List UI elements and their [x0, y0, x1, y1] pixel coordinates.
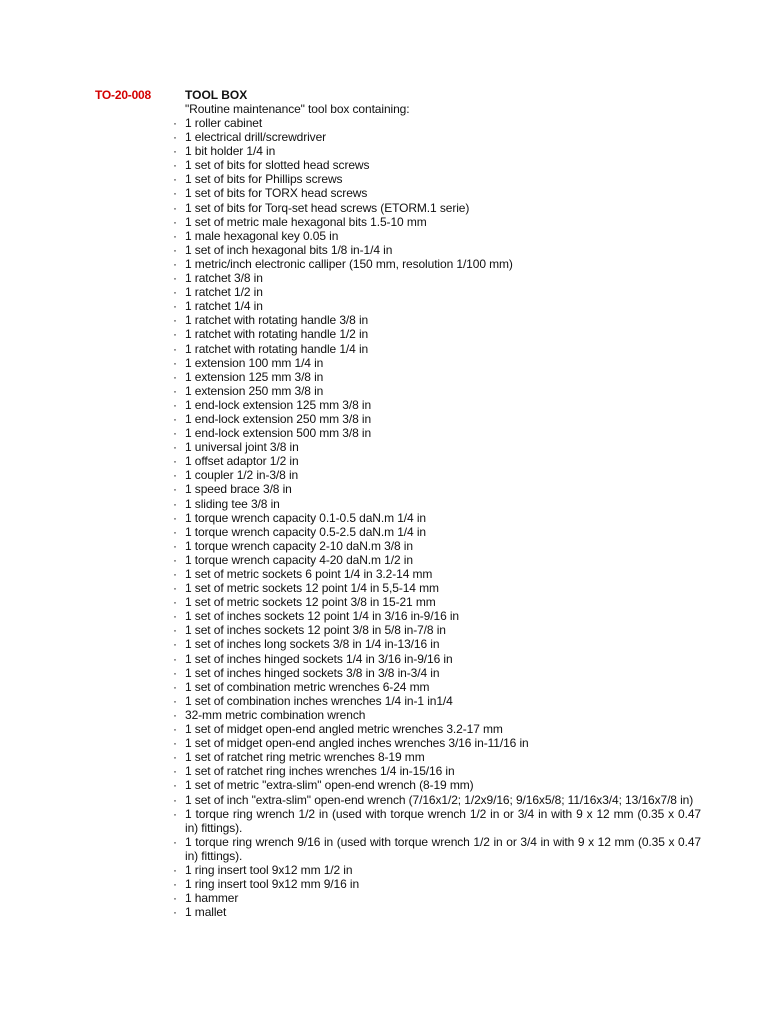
- list-item: [173, 807, 701, 835]
- list-item-text: 1 torque ring wrench 9/16 in (used with torque wrench 1/2 in or 3/4 in with 9 x 12 mm (0.35 x 0.47 in) fittings).: [185, 834, 701, 863]
- list-item-text: 1 set of midget open-end angled inches wrenches 3/16 in-11/16 in: [185, 736, 529, 751]
- list-item: [173, 736, 701, 750]
- list-item: [173, 609, 701, 623]
- list-item: [173, 454, 701, 468]
- list-item-text: 1 mallet: [185, 905, 227, 920]
- reference-code: TO-20-008: [95, 88, 152, 102]
- bullet-icon: ·: [173, 877, 177, 892]
- list-item-text: 1 set of inch hexagonal bits 1/8 in-1/4 in: [185, 242, 393, 257]
- list-item: [173, 426, 701, 440]
- bullet-icon: ·: [173, 256, 177, 271]
- list-item: [173, 793, 701, 807]
- list-item: [173, 468, 701, 482]
- bullet-icon: ·: [173, 313, 177, 328]
- list-item-text: 1 torque wrench capacity 0.1-0.5 daN.m 1/4 in: [185, 510, 426, 525]
- list-item-text: 1 torque wrench capacity 2-10 daN.m 3/8 in: [185, 538, 413, 553]
- bullet-icon: ·: [173, 130, 177, 145]
- bullet-icon: ·: [173, 693, 177, 708]
- list-item-text: 1 set of metric sockets 6 point 1/4 in 3.2-14 mm: [185, 567, 433, 581]
- list-item-text: 1 end-lock extension 250 mm 3/8 in: [185, 411, 372, 426]
- list-item: [173, 623, 701, 637]
- list-item-text: 1 ring insert tool 9x12 mm 9/16 in: [185, 877, 360, 892]
- bullet-icon: ·: [173, 510, 177, 525]
- bullet-icon: ·: [173, 454, 177, 469]
- bullet-icon: ·: [173, 440, 177, 455]
- list-item-text: 32-mm metric combination wrench: [185, 707, 366, 722]
- bullet-icon: ·: [173, 707, 177, 722]
- list-item: [173, 257, 701, 271]
- list-item: [173, 144, 701, 158]
- list-item-text: 1 electrical drill/screwdriver: [185, 130, 327, 145]
- list-item-text: 1 set of metric sockets 12 point 1/4 in 5,5-14 mm: [185, 581, 439, 596]
- list-item: [173, 497, 701, 511]
- list-item-text: 1 ratchet 1/4 in: [185, 299, 263, 314]
- bullet-icon: ·: [173, 482, 177, 497]
- list-item-text: 1 set of ratchet ring metric wrenches 8-19 mm: [185, 750, 425, 765]
- bullet-icon: ·: [173, 341, 177, 356]
- bullet-icon: ·: [173, 623, 177, 638]
- bullet-icon: ·: [173, 200, 177, 215]
- list-item-text: 1 set of inches sockets 12 point 3/8 in 5/8 in-7/8 in: [185, 623, 446, 638]
- bullet-icon: ·: [173, 679, 177, 694]
- bullet-icon: ·: [173, 397, 177, 412]
- bullet-icon: ·: [173, 172, 177, 187]
- list-item: [173, 694, 701, 708]
- list-item: [173, 778, 701, 792]
- bullet-icon: ·: [173, 792, 177, 807]
- bullet-icon: ·: [173, 383, 177, 398]
- bullet-icon: ·: [173, 214, 177, 229]
- section-title: TOOL BOX: [185, 88, 248, 102]
- list-item-text: 1 ratchet 3/8 in: [185, 271, 263, 286]
- bullet-icon: ·: [173, 764, 177, 779]
- list-item: [173, 835, 701, 863]
- list-item-text: 1 set of bits for Phillips screws: [185, 172, 343, 187]
- bullet-icon: ·: [173, 468, 177, 483]
- list-item-text: 1 ring insert tool 9x12 mm 1/2 in: [185, 862, 353, 877]
- list-item: [173, 271, 701, 285]
- list-item: [173, 764, 701, 778]
- list-item-text: 1 set of inch "extra-slim" open-end wrench (7/16x1/2; 1/2x9/16; 9/16x5/8; 11/16x3/4; 13/16x7/8 in): [185, 792, 694, 807]
- tool-list: [173, 116, 701, 919]
- list-item-text: 1 extension 250 mm 3/8 in: [185, 383, 324, 398]
- list-item-text: 1 speed brace 3/8 in: [185, 482, 292, 497]
- list-item-text: 1 set of midget open-end angled metric wrenches 3.2-17 mm: [185, 722, 503, 737]
- list-item-text: 1 ratchet with rotating handle 1/2 in: [185, 327, 369, 342]
- list-item: [173, 285, 701, 299]
- bullet-icon: ·: [173, 524, 177, 539]
- list-item-text: 1 torque wrench capacity 0.5-2.5 daN.m 1/4 in: [185, 524, 426, 539]
- list-item-text: 1 offset adaptor 1/2 in: [185, 454, 299, 469]
- bullet-icon: ·: [173, 285, 177, 300]
- list-item-text: 1 end-lock extension 125 mm 3/8 in: [185, 397, 372, 412]
- bullet-icon: ·: [173, 355, 177, 370]
- list-item-text: 1 set of inches hinged sockets 1/4 in 3/16 in-9/16 in: [185, 651, 453, 666]
- bullet-icon: ·: [173, 538, 177, 553]
- list-item: [173, 158, 701, 172]
- bullet-icon: ·: [173, 905, 177, 920]
- list-item-text: 1 metric/inch electronic calliper (150 mm, resolution 1/100 mm): [185, 256, 513, 271]
- list-item: [173, 313, 701, 327]
- bullet-icon: ·: [173, 327, 177, 342]
- tool-list-section: [173, 88, 701, 919]
- intro-text: "Routine maintenance" tool box containing:: [185, 102, 410, 116]
- list-item-text: 1 set of inches long sockets 3/8 in 1/4 in-13/16 in: [185, 637, 440, 652]
- list-item: [173, 652, 701, 666]
- list-item-text: 1 sliding tee 3/8 in: [185, 496, 280, 511]
- list-item-text: 1 torque ring wrench 1/2 in (used with torque wrench 1/2 in or 3/4 in with 9 x 12 mm (0.35 x 0.47 in) fittings).: [185, 806, 701, 835]
- bullet-icon: ·: [173, 806, 177, 821]
- list-item-text: 1 ratchet 1/2 in: [185, 285, 263, 300]
- list-item: [173, 750, 701, 764]
- list-item: [173, 891, 701, 905]
- bullet-icon: ·: [173, 862, 177, 877]
- list-item: [173, 398, 701, 412]
- list-item: [173, 116, 701, 130]
- list-item-text: 1 set of bits for slotted head screws: [185, 158, 370, 173]
- list-item-text: 1 set of metric sockets 12 point 3/8 in 15-21 mm: [185, 595, 436, 610]
- list-item: [173, 172, 701, 186]
- bullet-icon: ·: [173, 228, 177, 243]
- bullet-icon: ·: [173, 651, 177, 666]
- list-item: [173, 130, 701, 144]
- bullet-icon: ·: [173, 411, 177, 426]
- list-item: [173, 553, 701, 567]
- list-item: [173, 384, 701, 398]
- list-item-text: 1 set of combination inches wrenches 1/4 in-1 in1/4: [185, 693, 453, 708]
- list-item: [173, 863, 701, 877]
- bullet-icon: ·: [173, 242, 177, 257]
- list-item: [173, 327, 701, 341]
- list-item-text: 1 hammer: [185, 891, 239, 906]
- list-item-text: 1 bit holder 1/4 in: [185, 144, 276, 159]
- list-item: [173, 201, 701, 215]
- bullet-icon: ·: [173, 891, 177, 906]
- list-item-text: 1 ratchet with rotating handle 1/4 in: [185, 341, 369, 356]
- list-item: [173, 482, 701, 496]
- list-item: [173, 370, 701, 384]
- list-item-text: 1 extension 100 mm 1/4 in: [185, 355, 324, 370]
- list-item-text: 1 torque wrench capacity 4-20 daN.m 1/2 in: [185, 552, 413, 567]
- list-item: [173, 567, 701, 581]
- list-item: [173, 637, 701, 651]
- list-item: [173, 412, 701, 426]
- list-item: [173, 680, 701, 694]
- list-item-text: 1 set of bits for TORX head screws: [185, 186, 368, 201]
- list-item: [173, 595, 701, 609]
- list-item-text: 1 end-lock extension 500 mm 3/8 in: [185, 426, 372, 441]
- bullet-icon: ·: [173, 637, 177, 652]
- list-item-text: 1 set of inches hinged sockets 3/8 in 3/8 in-3/4 in: [185, 665, 440, 680]
- list-item-text: 1 set of metric male hexagonal bits 1.5-10 mm: [185, 214, 427, 229]
- list-item: [173, 666, 701, 680]
- bullet-icon: ·: [173, 581, 177, 596]
- list-item-text: 1 extension 125 mm 3/8 in: [185, 369, 324, 384]
- list-item: [173, 342, 701, 356]
- bullet-icon: ·: [173, 496, 177, 511]
- list-item-text: 1 set of combination metric wrenches 6-24 mm: [185, 679, 430, 694]
- list-item: [173, 229, 701, 243]
- list-item: [173, 708, 701, 722]
- list-item: [173, 511, 701, 525]
- bullet-icon: ·: [173, 158, 177, 173]
- bullet-icon: ·: [173, 595, 177, 610]
- bullet-icon: ·: [173, 609, 177, 624]
- bullet-icon: ·: [173, 271, 177, 286]
- list-item: [173, 186, 701, 200]
- list-item-text: 1 male hexagonal key 0.05 in: [185, 228, 339, 243]
- bullet-icon: ·: [173, 722, 177, 737]
- list-item: [173, 525, 701, 539]
- bullet-icon: ·: [173, 186, 177, 201]
- list-item: [173, 877, 701, 891]
- list-item: [173, 243, 701, 257]
- list-item: [173, 905, 701, 919]
- list-item: [173, 722, 701, 736]
- list-item-text: 1 set of metric "extra-slim" open-end wrench (8-19 mm): [185, 778, 474, 793]
- bullet-icon: ·: [173, 299, 177, 314]
- bullet-icon: ·: [173, 567, 177, 581]
- bullet-icon: ·: [173, 778, 177, 793]
- bullet-icon: ·: [173, 665, 177, 680]
- list-item-text: 1 set of ratchet ring inches wrenches 1/4 in-15/16 in: [185, 764, 455, 779]
- list-item-text: 1 set of inches sockets 12 point 1/4 in 3/16 in-9/16 in: [185, 609, 460, 624]
- bullet-icon: ·: [173, 426, 177, 441]
- list-item-text: 1 roller cabinet: [185, 116, 263, 130]
- bullet-icon: ·: [173, 736, 177, 751]
- list-item: [173, 356, 701, 370]
- bullet-icon: ·: [173, 750, 177, 765]
- bullet-icon: ·: [173, 144, 177, 159]
- list-item-text: 1 ratchet with rotating handle 3/8 in: [185, 313, 369, 328]
- list-item-text: 1 universal joint 3/8 in: [185, 440, 299, 455]
- list-item: [173, 539, 701, 553]
- list-item: [173, 581, 701, 595]
- list-item-text: 1 coupler 1/2 in-3/8 in: [185, 468, 299, 483]
- list-item: [173, 440, 701, 454]
- list-item: [173, 299, 701, 313]
- bullet-icon: ·: [173, 369, 177, 384]
- list-item: [173, 215, 701, 229]
- bullet-icon: ·: [173, 552, 177, 567]
- list-item-text: 1 set of bits for Torq-set head screws (ETORM.1 serie): [185, 200, 470, 215]
- bullet-icon: ·: [173, 834, 177, 849]
- bullet-icon: ·: [173, 116, 177, 130]
